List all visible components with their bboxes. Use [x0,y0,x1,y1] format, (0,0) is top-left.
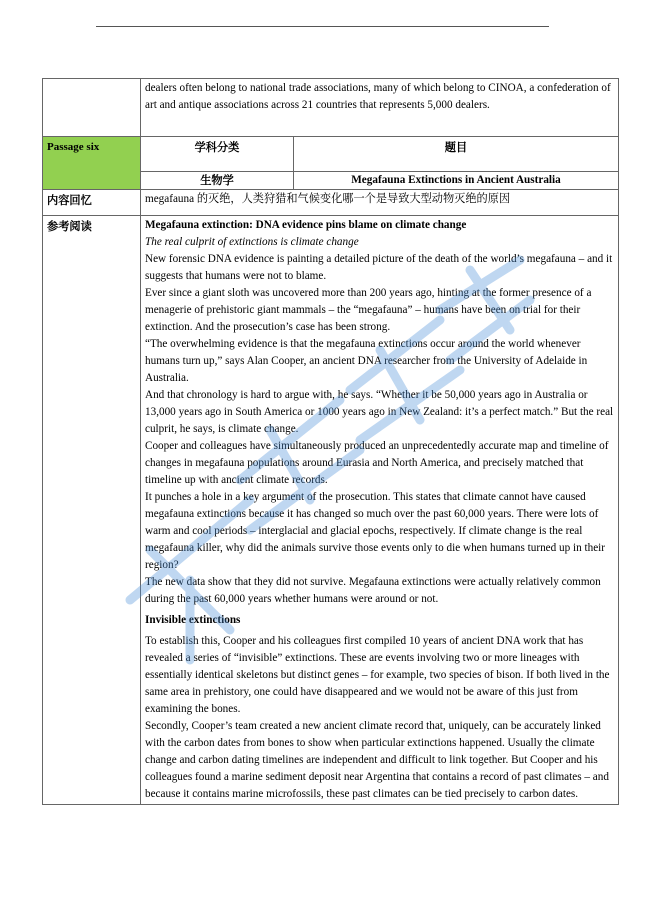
reading-label: 参考阅读 [43,216,141,805]
section-heading: Invisible extinctions [145,614,241,626]
continued-text: dealers often belong to national trade associations, many of which belong to CINOA, a confederation of art and antique associations across 21 countries that represents 5,000 dealers. [141,79,619,137]
paragraph: New forensic DNA evidence is painting a detailed picture of the death of the world’s megafauna – and it suggests that humans were not to blame. [145,253,613,282]
paragraph: Cooper and colleagues have simultaneously produced an unprecedentedly accurate map and timeline of changes in megafauna populations around Eurasia and North America, and precisely matched that timeline up with ancient climate records. [145,440,609,486]
empty-label-cell [43,79,141,137]
document-table [42,78,619,805]
topic-value: Megafauna Extinctions in Ancient Australia [294,172,619,190]
recall-text: megafauna 的灭绝，人类狩猎和气候变化哪一个是导致大型动物灭绝的原因 [141,190,619,216]
subject-value: 生物学 [141,172,294,190]
paragraph: To establish this, Cooper and his colleagues first compiled 10 years of ancient DNA work that has revealed a series of “invisible” extinctions. These are events involving two or more lineages with essentially identical skeletons but distinct genes – for example, two species of bison. If both lived in the same area in prehistory, one could have disappeared and we would not be aware of this just from examining the bones. [145,635,610,715]
paragraph: It punches a hole in a key argument of the prosecution. This states that climate cannot have caused megafauna extinctions because it has changed so much over the past 60,000 years. There were lots of warm and cool periods – interglacial and glacial epochs, respectively. If climate change is the real megafauna killer, why did the animals survive those events only to die when humans turned up in their region? [145,491,605,571]
paragraph: “The overwhelming evidence is that the megafauna extinctions occur around the world whenever humans turn up,” says Alan Cooper, an ancient DNA researcher from the University of Adelaide in Australia. [145,338,588,384]
recall-label: 内容回忆 [43,190,141,216]
article-subtitle: The real culprit of extinctions is climate change [145,236,359,248]
subject-header: 学科分类 [141,137,294,172]
reading-row [43,216,619,805]
header-rule [96,26,549,27]
passage-label: Passage six [43,137,141,190]
paragraph: The new data show that they did not survive. Megafauna extinctions were actually relatively common during the past 60,000 years whether humans were around or not. [145,576,601,605]
topic-header: 题目 [294,137,619,172]
passage-row [43,137,619,172]
reading-content [141,216,619,805]
article-title: Megafauna extinction: DNA evidence pins blame on climate change [145,219,467,231]
paragraph: Ever since a giant sloth was uncovered more than 200 years ago, hinting at the former presence of a menagerie of prehistoric giant mammals – the “megafauna” – humans have been on trial for their extinction. And the prosecution’s case has been strong. [145,287,592,333]
paragraph: And that chronology is hard to argue with, he says. “Whether it be 50,000 years ago in Australia or 13,000 years ago in South America or 1000 years ago in New Zealand: it’s a perfect match.” But the real culprit, he says, is climate change. [145,389,614,435]
paragraph: Secondly, Cooper’s team created a new ancient climate record that, uniquely, can be accurately linked with the carbon dates from bones to show when particular extinctions happened. Usually the climate change and carbon dating timelines are independent and difficult to link together. But Cooper and his colleagues found a marine sediment deposit near Argentina that contains a record of past climates – and because it contains marine microfossils, these past climates can be tied precisely to carbon dates. [145,720,609,800]
recall-row [43,190,619,216]
continued-row [43,79,619,137]
